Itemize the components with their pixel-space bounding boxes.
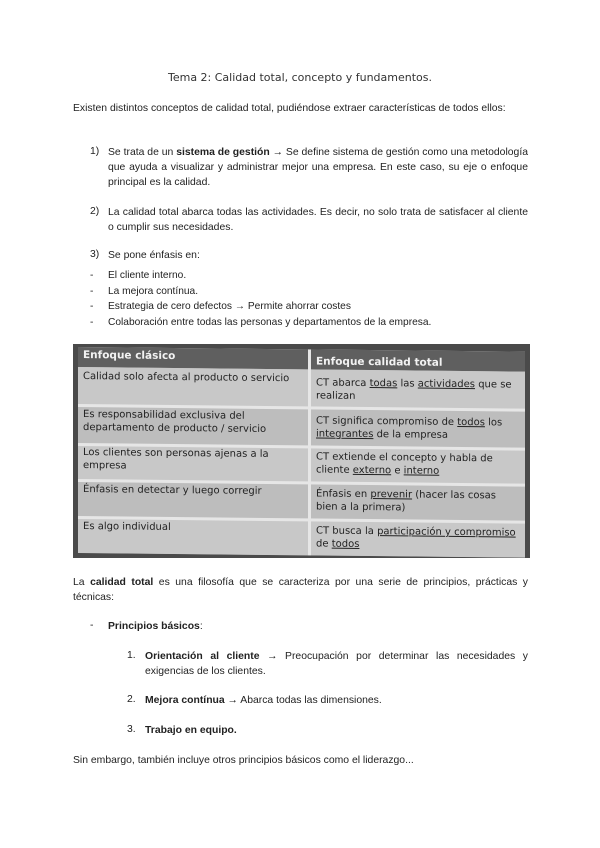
intro-paragraph: Existen distintos conceptos de calidad total, pudiéndose extraer características de todos ellos:: [73, 103, 506, 114]
table-cell: Énfasis en detectar y luego corregir: [83, 484, 262, 497]
list-number: 2.: [127, 694, 136, 705]
table-cell: CT extiende el concepto y habla de cliente externo e interno: [316, 451, 493, 477]
table-cell: Énfasis en prevenir (hacer las cosas bien a la primera): [316, 488, 497, 513]
list-item-3: Se pone énfasis en:: [108, 250, 200, 261]
principle-item: Trabajo en equipo.: [145, 725, 237, 736]
table-cell: Es algo individual: [83, 521, 171, 533]
table-cell: CT abarca todas las actividades que se realizan: [316, 377, 512, 402]
closing-paragraph: Sin embargo, también incluye otros principios básicos como el liderazgo...: [73, 755, 414, 766]
page-title: Tema 2: Calidad total, concepto y fundamentos.: [167, 71, 432, 84]
list-item-2: La calidad total abarca todas las actividades. Es decir, no solo trata de satisfacer al cliente o cumplir sus necesidades.: [108, 207, 528, 233]
list-number: 3): [90, 249, 100, 260]
list-number: 3.: [127, 724, 136, 735]
principle-item: Mejora contínua → Abarca todas las dimensiones.: [145, 695, 382, 706]
total-quality-paragraph: La calidad total es una filosofía que se caracteriza por una serie de principios, prácticas y técnicas:: [73, 577, 528, 603]
list-item-1: Se trata de un sistema de gestión → Se define sistema de gestión como una metodología que ayuda a visualizar y administrar mejor una empresa. En este caso, su eje o enfoque principal es la calidad.: [108, 147, 528, 188]
table-cell: Es responsabilidad exclusiva del departamento de producto / servicio: [83, 409, 267, 435]
table-cell: CT significa compromiso de todos los integrantes de la empresa: [316, 415, 503, 441]
table-header-total-quality: Enfoque calidad total: [316, 355, 443, 369]
table-cell: Calidad solo afecta al producto o servicio: [83, 371, 290, 385]
list-item: - Colaboración entre todas las personas y departamentos de la empresa.: [90, 316, 432, 328]
principles-dash: -: [90, 620, 94, 631]
list-number: 1): [90, 146, 100, 157]
principles-heading: Principios básicos:: [108, 621, 203, 632]
list-number: 1.: [127, 650, 136, 661]
table-cell: CT busca la participación y compromiso de todos: [316, 525, 516, 550]
emphasis-list: [90, 268, 431, 330]
table-cell: Los clientes son personas ajenas a la empresa: [83, 447, 269, 472]
comparison-table: [78, 347, 525, 558]
table-header-classic: Enfoque clásico: [83, 349, 176, 363]
principle-item: Orientación al cliente → Preocupación por determinar las necesidades y exigencias de los clientes.: [145, 651, 528, 677]
list-item: - Estrategia de cero defectos → Permite ahorrar costes: [90, 301, 351, 312]
list-item: - La mejora contínua.: [90, 285, 199, 297]
list-item: - El cliente interno.: [90, 270, 187, 281]
list-number: 2): [90, 206, 100, 217]
